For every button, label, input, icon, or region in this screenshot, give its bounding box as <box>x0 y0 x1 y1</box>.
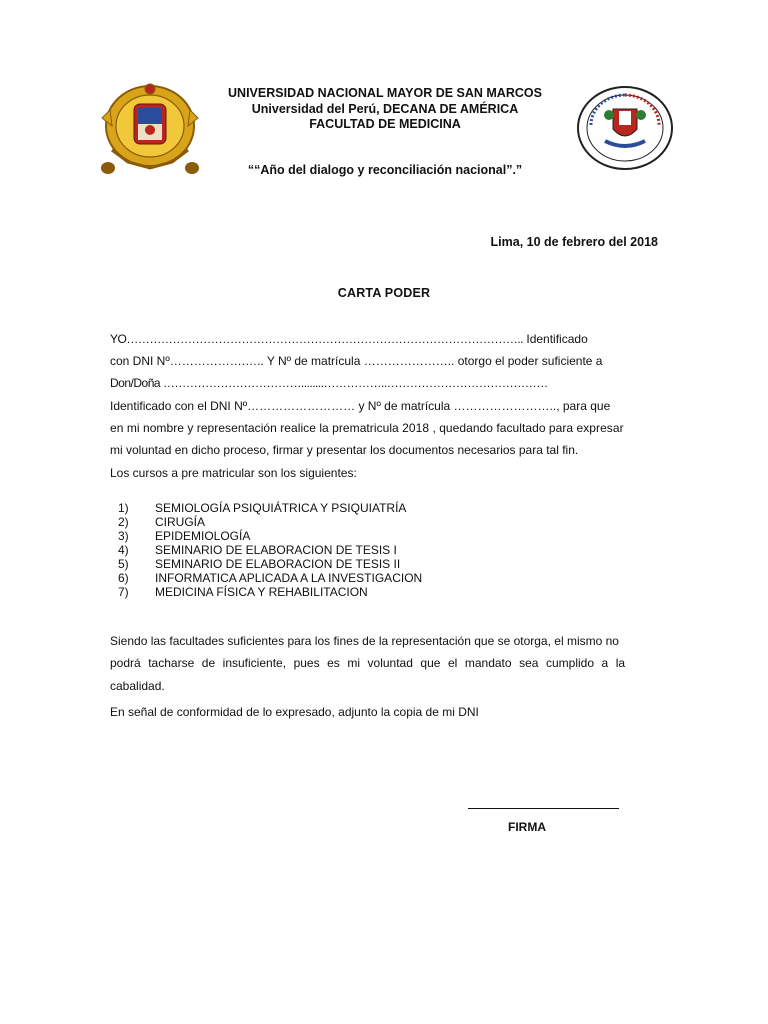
motto-text: ““Año del dialogo y reconciliación nacional”.” <box>247 163 523 177</box>
course-name: SEMINARIO DE ELABORACION DE TESIS I <box>155 543 397 557</box>
course-name: SEMINARIO DE ELABORACION DE TESIS II <box>155 557 401 571</box>
courses-intro: Los cursos a pre matricular son los siguientes: <box>110 466 357 480</box>
header-block <box>200 86 570 133</box>
paragraph-line: con DNI Nº……………….….. Y Nº de matrícula ………………….. otorgo el poder suficiente a <box>110 354 603 369</box>
paragraph-line: en mi nombre y representación realice la prematricula 2018 , quedando facultado para expresar <box>110 420 624 435</box>
date-line: Lima, 10 de febrero del 2018 <box>490 235 658 249</box>
university-name: UNIVERSIDAD NACIONAL MAYOR DE SAN MARCOS <box>228 86 542 100</box>
list-number: 4) <box>118 543 129 557</box>
paragraph-line: mi voluntad en dicho proceso, firmar y presentar los documentos necesarios para tal fin. <box>110 442 579 457</box>
list-number: 1) <box>118 501 129 515</box>
conformity-paragraph: En señal de conformidad de lo expresado, adjunto la copia de mi DNI <box>110 705 479 719</box>
list-item <box>118 557 422 571</box>
course-name: EPIDEMIOLOGÍA <box>155 529 251 543</box>
document-title: CARTA PODER <box>337 286 431 300</box>
paragraph-line: Siendo las facultades suficientes para los fines de la representación que se otorga, el mismo no <box>110 634 619 648</box>
paragraph-line: Don/Doña ………………………………........……………..…………………………………… <box>110 376 548 391</box>
university-subtitle: Universidad del Perú, DECANA DE AMÉRICA <box>251 101 519 116</box>
name-blank: YO………………………………………………………………………………………….. <box>110 332 524 346</box>
list-item <box>118 529 422 543</box>
list-number: 6) <box>118 571 129 585</box>
signature-label: FIRMA <box>508 820 546 834</box>
signature-line <box>468 808 619 809</box>
course-name: CIRUGÍA <box>155 515 206 529</box>
course-name: INFORMATICA APLICADA A LA INVESTIGACION <box>155 571 423 585</box>
list-number: 2) <box>118 515 129 529</box>
course-name: SEMIOLOGÍA PSIQUIÁTRICA Y PSIQUIATRÍA <box>155 501 407 515</box>
paragraph-line: Identificado con el DNI Nº……………………… y Nº de matrícula …………………….., para que <box>110 398 611 413</box>
identified-label: Identificado <box>526 332 588 346</box>
list-item <box>118 515 422 529</box>
paragraph-line: podrá tacharse de insuficiente, pues es mi voluntad que el mandato sea cumplido a la <box>110 656 626 671</box>
faculty-name: FACULTAD DE MEDICINA <box>309 117 461 131</box>
faculties-paragraph <box>110 630 658 697</box>
faculty-seal-icon <box>575 85 675 171</box>
list-number: 5) <box>118 557 129 571</box>
paragraph-line <box>110 328 658 350</box>
courses-list <box>118 501 422 599</box>
authorization-paragraph <box>110 328 658 461</box>
list-number: 3) <box>118 529 129 543</box>
list-item <box>118 501 422 515</box>
list-item <box>118 571 422 585</box>
university-seal-icon <box>98 80 202 180</box>
course-name: MEDICINA FÍSICA Y REHABILITACION <box>155 585 368 599</box>
paragraph-line: cabalidad. <box>110 678 165 693</box>
list-item <box>118 543 422 557</box>
list-number: 7) <box>118 585 129 599</box>
list-item <box>118 585 422 599</box>
